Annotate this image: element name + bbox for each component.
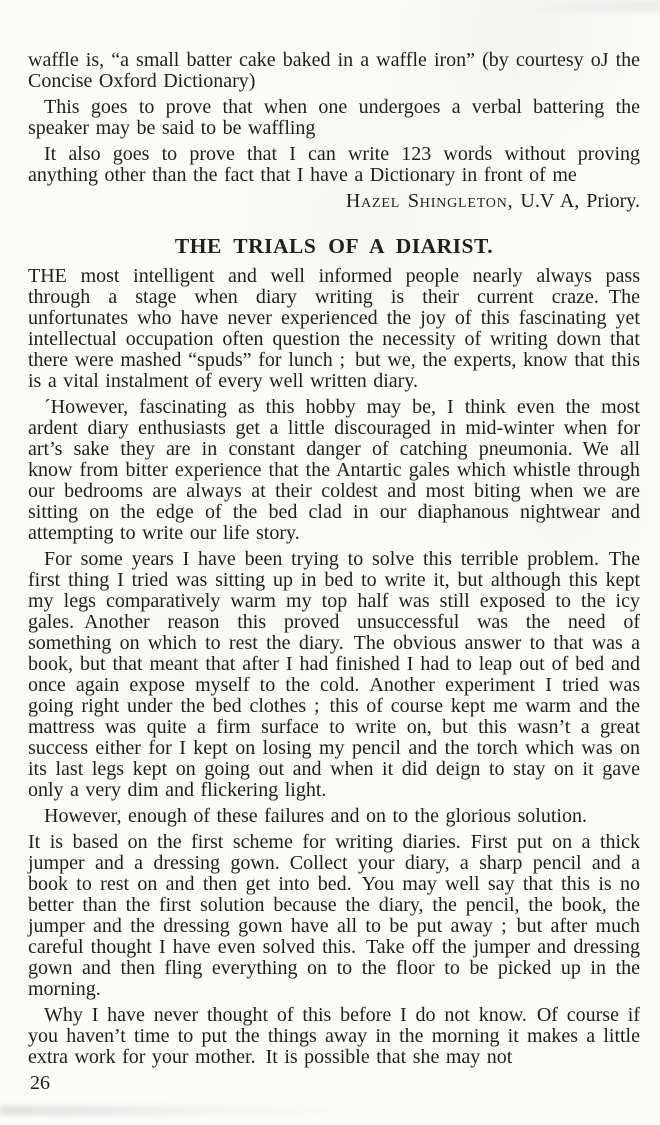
scan-smudge — [510, 0, 660, 12]
paragraph: However, enough of these failures and on to the glorious solution. — [44, 805, 587, 827]
paragraph: ´However, fascinating as this hobby may be, I think even the most ardent diary enthusiasts get a little discouraged in mid-winter when for art’s sake they are in constant danger of catching pneumonia. We all know from bitter experience that the Antartic gales which whistle through our bedrooms are always at their coldest and most biting when we are sitting on the edge of the bed clad in our diaphanous nightwear and attempting to write our life story. — [28, 396, 640, 544]
article-section — [28, 266, 640, 1068]
paragraph: Why I have never thought of this before I do not know. Of course if you haven’t time to put the things away in the morning it makes a little extra work for your mother. It is possible that she may not — [28, 1004, 640, 1068]
page-content — [28, 50, 640, 1068]
paragraph: It also goes to prove that I can write 123 words without proving anything other than the fact that I have a Dictionary in front of me — [28, 143, 640, 186]
byline-name: Hazel Shingleton, — [345, 190, 514, 212]
paragraph: It is based on the first scheme for writing diaries. First put on a thick jumper and a dressing gown. Collect your diary, a sharp pencil and a book to rest on and then get into bed. You may well say that this is no better than the first solution because the diary, the pencil, the book, the jumper and the dressing gown have all to be put away ; but after much careful thought I have even solved this. Take off the jumper and dressing gown and then fling everything on to the floor to be picked up in the morning. — [28, 831, 640, 1000]
byline-detail: U.V A, Priory. — [520, 190, 640, 212]
paragraph: For some years I have been trying to solve this terrible problem. The first thing I tried was sitting up in bed to write it, but although this kept my legs comparatively warm my top half was still exposed to the icy gales. Another reason this proved unsuccessful was the need of something on which to rest the diary. The obvious answer to that was a book, but that meant that after I had finished I had to leap out of bed and once again expose myself to the cold. Another experiment I tried was going right under the bed clothes ; this of course kept me warm and the mattress was quite a firm surface to write on, but this wasn’t a great success either for I kept on losing my pencil and the torch which was on its last legs kept on going out and when it did deign to stay on it gave only a very dim and flickering light. — [28, 548, 640, 801]
article-title: THE TRIALS OF A DIARIST. — [174, 234, 494, 258]
intro-section — [28, 50, 640, 186]
paragraph: waffle is, “a small batter cake baked in a waffle iron” (by courtesy oJ the Concise Oxford Dictionary) — [28, 49, 640, 92]
paragraph: This goes to prove that when one undergoes a verbal battering the speaker may be said to be waffling — [28, 96, 640, 139]
page-number: 26 — [30, 1072, 50, 1094]
scan-smudge — [0, 1106, 380, 1115]
paragraph: THE most intelligent and well informed people nearly always pass through a stage when diary writing is their current craze. The unfortunates who have never experienced the joy of this fascinating yet intellectual occupation often question the necessity of writing down that there were mashed “spuds” for lunch ; but we, the experts, know that this is a vital instalment of every well written diary. — [28, 265, 640, 392]
byline — [28, 191, 640, 212]
